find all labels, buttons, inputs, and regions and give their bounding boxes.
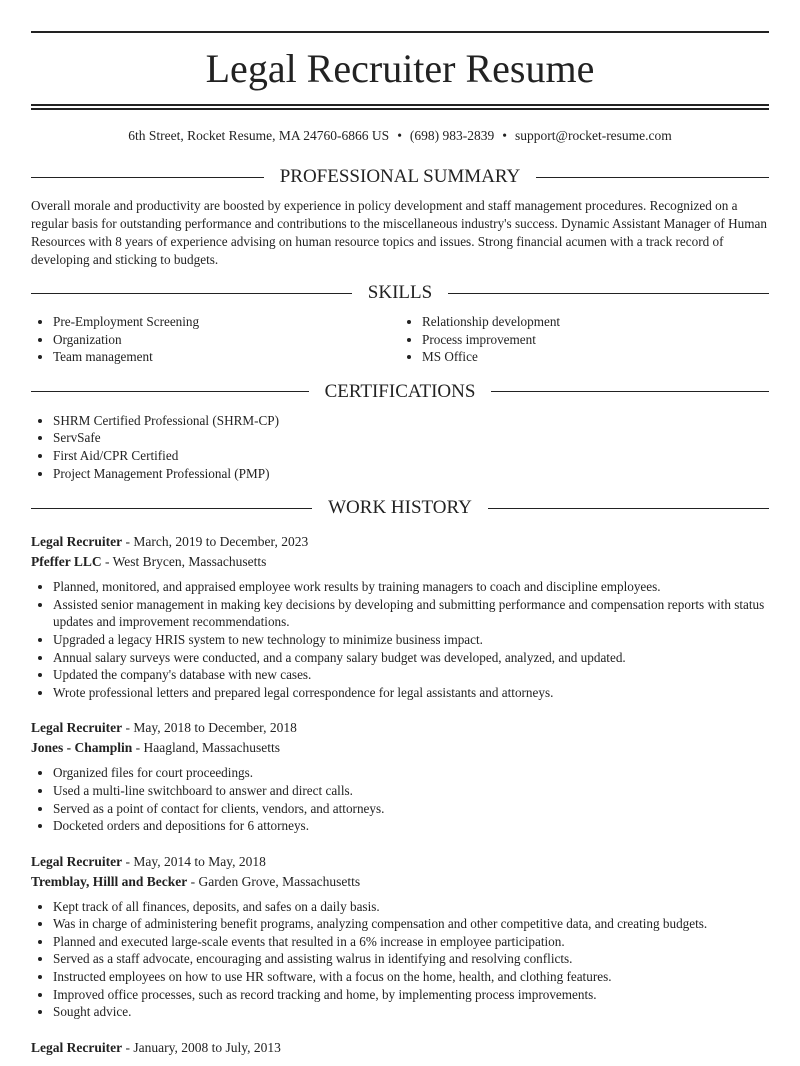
divider	[491, 391, 769, 392]
list-item: • Relationship development	[422, 313, 769, 331]
section-heading-summary	[31, 165, 769, 189]
divider	[31, 508, 312, 509]
section-heading-skills	[31, 281, 769, 305]
list-item: • SHRM Certified Professional (SHRM-CP)	[53, 412, 769, 430]
section-title: WORK HISTORY	[328, 497, 472, 519]
job-duties	[31, 898, 769, 1021]
contact-email: support@rocket-resume.com	[515, 128, 672, 143]
job-dates: - May, 2018 to December, 2018	[122, 720, 297, 736]
list-item: • ServSafe	[53, 429, 769, 447]
divider	[31, 177, 264, 178]
job-title-line	[31, 532, 769, 552]
job-entry	[31, 1038, 769, 1058]
list-item: • Planned and executed large-scale events that resulted in a 6% increase in employee participation.	[53, 933, 769, 951]
certifications-list	[31, 412, 769, 482]
list-item: • First Aid/CPR Certified	[53, 447, 769, 465]
skills-list	[31, 313, 769, 366]
list-item: • Team management	[53, 348, 400, 366]
list-item: • Assisted senior management in making key decisions by developing and submitting performance and compensation reports with status updates and improvement recommendations.	[53, 596, 769, 631]
list-item: • Process improvement	[422, 331, 769, 349]
divider	[536, 177, 769, 178]
list-item: • Project Management Professional (PMP)	[53, 465, 769, 483]
section-heading-certifications	[31, 380, 769, 404]
job-company-line	[31, 552, 769, 572]
job-title-line	[31, 718, 769, 738]
section-title: CERTIFICATIONS	[324, 380, 476, 402]
list-item: • Upgraded a legacy HRIS system to new technology to minimize business impact.	[53, 631, 769, 649]
company-name: Jones - Champlin	[31, 740, 133, 756]
divider	[448, 293, 769, 294]
contact-phone: (698) 983-2839	[409, 128, 495, 143]
work-history	[31, 532, 769, 1058]
divider	[31, 293, 352, 294]
list-item: • Was in charge of administering benefit programs, analyzing compensation and other competitive data, and creating budgets.	[53, 915, 769, 933]
job-duties	[31, 764, 769, 834]
list-item: • Pre-Employment Screening	[53, 313, 400, 331]
list-item: • Kept track of all finances, deposits, and safes on a daily basis.	[53, 898, 769, 916]
section-heading-work-history	[31, 496, 769, 520]
job-entry	[31, 852, 769, 1021]
list-item: • MS Office	[422, 348, 769, 366]
divider	[31, 391, 309, 392]
company-name: Tremblay, Hilll and Becker	[31, 873, 188, 889]
skills-column-left	[31, 313, 400, 366]
section-title: PROFESSIONAL SUMMARY	[279, 166, 521, 187]
list-item: • Used a multi-line switchboard to answer and direct calls.	[53, 782, 769, 800]
job-location: - Haagland, Massachusetts	[132, 740, 280, 756]
job-entry	[31, 532, 769, 701]
separator-dot: •	[397, 128, 402, 143]
list-item: • Served as a point of contact for clients, vendors, and attorneys.	[53, 800, 769, 818]
summary-text: Overall morale and productivity are boosted by experience in policy development and staff management procedures. Recognized on a regular basis for outstanding performance and contributions to the miscellaneous industry's success. Dynamic Assistant Manager of Human Resources with 8 years of experience advising on human resource topics and issues. Strong financial acumen with a track record of developing and sticking to budgets.	[31, 198, 767, 267]
job-dates: - March, 2019 to December, 2023	[122, 534, 309, 550]
list-item: • Planned, monitored, and appraised employee work results by training managers to coach and discipline employees.	[53, 578, 769, 596]
resume-page	[0, 31, 800, 1058]
job-dates: - January, 2008 to July, 2013	[122, 1039, 281, 1055]
title-double-rule	[31, 104, 769, 110]
job-location: - West Brycen, Massachusetts	[101, 554, 267, 570]
job-title: Legal Recruiter	[31, 534, 123, 550]
list-item: • Improved office processes, such as record tracking and home, by implementing process improvements.	[53, 986, 769, 1004]
list-item: • Organization	[53, 331, 400, 349]
skills-column-right	[400, 313, 769, 366]
list-item: • Updated the company's database with new cases.	[53, 666, 769, 684]
job-dates: - May, 2014 to May, 2018	[122, 853, 266, 869]
job-duties	[31, 578, 769, 701]
list-item: • Sought advice.	[53, 1003, 769, 1021]
contact-line	[31, 127, 769, 145]
list-item: • Docketed orders and depositions for 6 attorneys.	[53, 817, 769, 835]
list-item: • Annual salary surveys were conducted, and a company salary budget was developed, analyzed, and updated.	[53, 649, 769, 667]
list-item: • Organized files for court proceedings.	[53, 764, 769, 782]
job-title: Legal Recruiter	[31, 1039, 123, 1055]
job-title: Legal Recruiter	[31, 853, 123, 869]
separator-dot: •	[502, 128, 508, 143]
list-item: • Wrote professional letters and prepared legal correspondence for legal assistants and attorneys.	[53, 684, 769, 702]
top-rule	[31, 31, 769, 33]
contact-address: 6th Street, Rocket Resume, MA 24760-6866 US	[128, 128, 390, 143]
job-company-line	[31, 872, 769, 892]
job-company-line	[31, 738, 769, 758]
divider	[488, 508, 769, 509]
company-name: Pfeffer LLC	[31, 554, 102, 570]
job-title-line	[31, 852, 769, 872]
section-title: SKILLS	[367, 282, 433, 303]
job-location: - Garden Grove, Massachusetts	[187, 873, 361, 889]
list-item: • Served as a staff advocate, encouraging and assisting walrus in identifying and resolving conflicts.	[53, 950, 769, 968]
page-title: Legal Recruiter Resume	[205, 46, 595, 91]
list-item: • Instructed employees on how to use HR software, with a focus on the home, health, and clothing features.	[53, 968, 769, 986]
job-title: Legal Recruiter	[31, 720, 123, 736]
job-entry	[31, 718, 769, 834]
job-title-line	[31, 1038, 769, 1058]
